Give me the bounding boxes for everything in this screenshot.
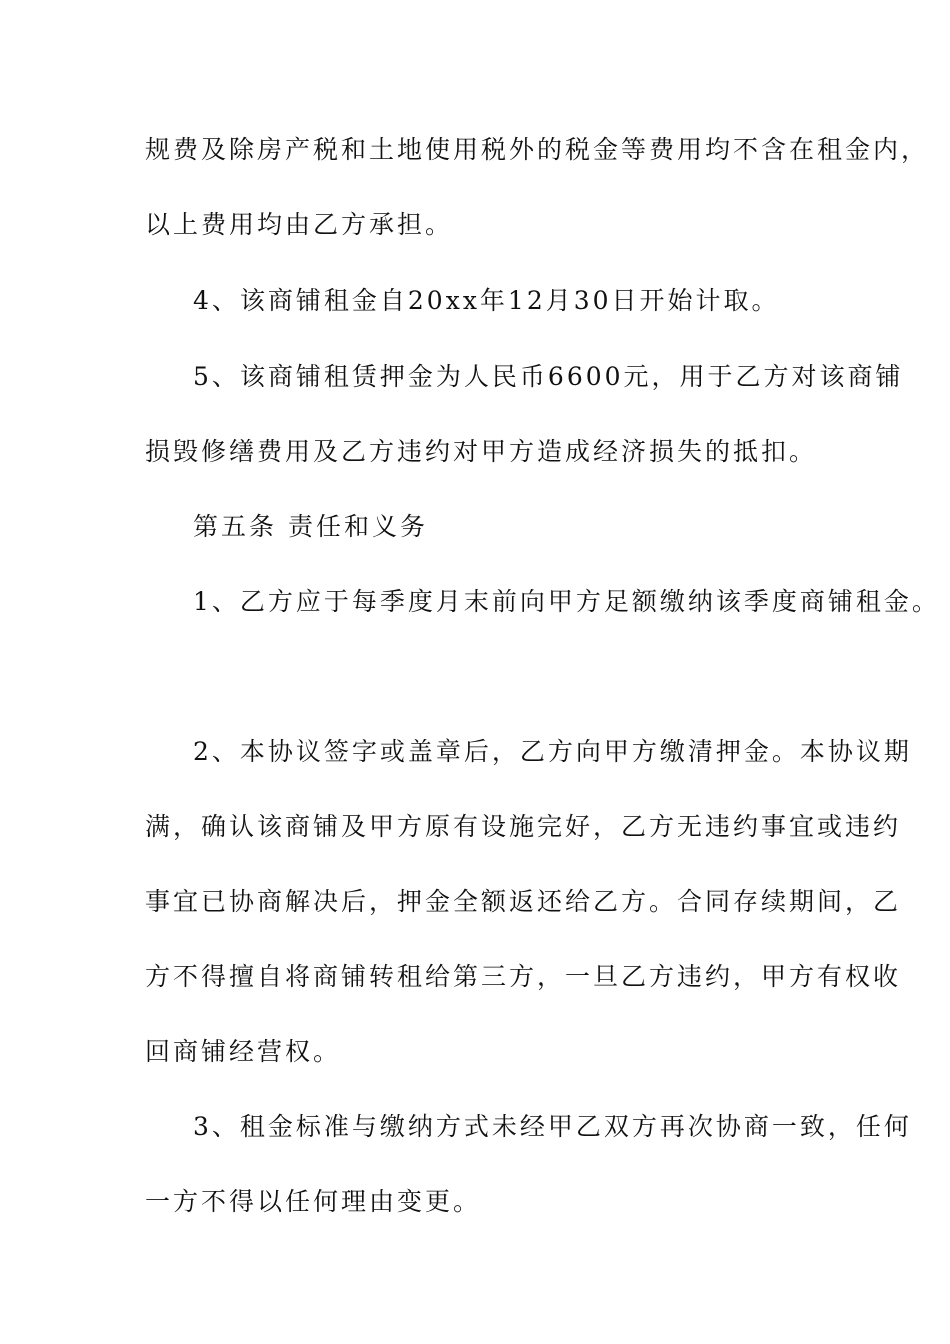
clause-item-5: 5、该商铺租赁押金为人民币6600元，用于乙方对该商铺	[193, 362, 904, 391]
paragraph-line: 以上费用均由乙方承担。	[145, 210, 454, 239]
paragraph-line: 回商铺经营权。	[145, 1037, 342, 1066]
clause-item-3: 3、租金标准与缴纳方式未经甲乙双方再次协商一致，任何	[193, 1112, 912, 1141]
paragraph-line: 方不得擅自将商铺转租给第三方，一旦乙方违约，甲方有权收	[145, 962, 902, 991]
section-heading: 第五条 责任和义务	[193, 512, 428, 541]
paragraph-line: 满，确认该商铺及甲方原有设施完好，乙方无违约事宜或违约	[145, 812, 902, 841]
paragraph-line: 事宜已协商解决后，押金全额返还给乙方。合同存续期间，乙	[145, 887, 902, 916]
clause-item-2: 2、本协议签字或盖章后，乙方向甲方缴清押金。本协议期	[193, 737, 912, 766]
paragraph-line: 损毁修缮费用及乙方违约对甲方造成经济损失的抵扣。	[145, 437, 818, 466]
paragraph-line: 一方不得以任何理由变更。	[145, 1187, 482, 1216]
clause-item-1: 1、乙方应于每季度月末前向甲方足额缴纳该季度商铺租金。	[193, 587, 940, 616]
paragraph-line: 规费及除房产税和土地使用税外的税金等费用均不含在租金内，	[145, 135, 930, 164]
clause-item-4: 4、该商铺租金自20xx年12月30日开始计取。	[193, 286, 780, 315]
